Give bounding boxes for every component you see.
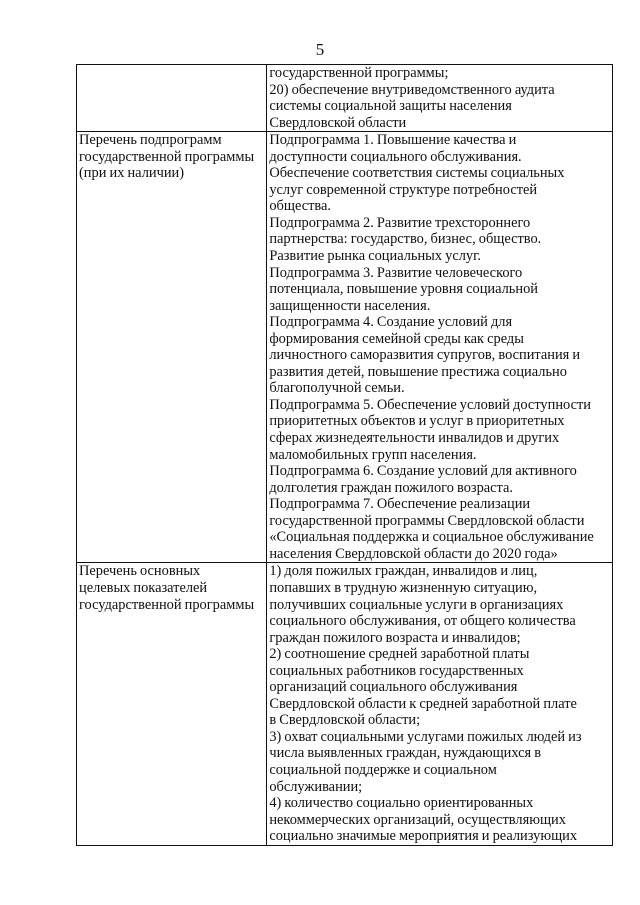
value-line: некоммерческих организаций, осуществляющих (269, 811, 566, 828)
value-line: социально значимые мероприятия и реализующих (269, 828, 578, 845)
label-line: целевых показателей (79, 579, 208, 596)
value-line: Подпрограмма 7. Обеспечение реализации (269, 496, 531, 513)
value-cell (267, 65, 613, 132)
value-line: развития детей, повышение престижа социально (269, 363, 567, 380)
label-line: Перечень подпрограмм (79, 132, 222, 149)
value-line: доступности социального обслуживания. (269, 148, 522, 165)
value-line: населения Свердловской области до 2020 года» (269, 545, 558, 562)
label-line: государственной программы (79, 148, 255, 165)
label-line: государственной программы (79, 596, 255, 613)
value-line: долголетия граждан пожилого возраста. (269, 479, 514, 496)
value-line: 4) количество социально ориентированных (269, 795, 534, 812)
label-cell (77, 65, 267, 132)
value-line: потенциала, повышение уровня социальной (269, 281, 538, 298)
value-line: сферах жизнедеятельности инвалидов и других (269, 430, 560, 447)
value-line: организаций социального обслуживания (269, 679, 518, 696)
value-line: личностного саморазвития супругов, воспитания и (269, 347, 581, 364)
value-line: социального обслуживания, от общего количества (269, 613, 576, 630)
value-line: маломобильных групп населения. (269, 446, 477, 463)
value-line: услуг современной структуре потребностей (269, 181, 538, 198)
table-row (77, 65, 613, 132)
value-line: 3) охват социальными услугами пожилых людей из (269, 728, 582, 745)
label-cell (77, 132, 267, 563)
value-line: Подпрограмма 1. Повышение качества и (269, 132, 517, 149)
value-line: Свердловской области (269, 114, 407, 131)
value-line: Обеспечение соответствия системы социальных (269, 165, 565, 182)
label-line: (при их наличии) (79, 165, 185, 182)
table-row (77, 563, 613, 845)
value-line: Подпрограмма 2. Развитие трехстороннего (269, 214, 531, 231)
value-cell (267, 132, 613, 563)
value-line: благополучной семьи. (269, 380, 405, 397)
value-cell (267, 563, 613, 845)
label-line: Перечень основных (79, 563, 201, 580)
value-line: Подпрограмма 4. Создание условий для (269, 314, 513, 331)
value-line: Подпрограмма 5. Обеспечение условий доступности (269, 396, 591, 413)
value-line: формирования семейной среды как среды (269, 330, 524, 347)
value-line: социальных работников государственных (269, 662, 524, 679)
value-line: попавших в трудную жизненную ситуацию, (269, 579, 538, 596)
value-line: приоритетных объектов и услуг в приоритетных (269, 413, 565, 430)
value-line: Подпрограмма 6. Создание условий для активного (269, 463, 577, 480)
label-cell (77, 563, 267, 845)
value-line: системы социальной защиты населения (269, 98, 512, 115)
value-line: социальной поддержке и социальном (269, 761, 497, 778)
table-body (77, 65, 613, 846)
value-line: числа выявленных граждан, нуждающихся в (269, 745, 542, 762)
value-line: 20) обеспечение внутриведомственного аудита (269, 81, 555, 98)
value-line: защищенности населения. (269, 297, 431, 314)
value-line: в Свердловской области; (269, 712, 421, 729)
value-line: 2) соотношение средней заработной платы (269, 646, 530, 663)
page-number: 5 (315, 40, 325, 59)
value-line: «Социальная поддержка и социальное обслуживание (269, 529, 594, 546)
passport-table (76, 64, 613, 846)
value-line: Подпрограмма 3. Развитие человеческого (269, 264, 523, 281)
value-line: общества. (269, 198, 331, 215)
value-line: партнерства: государство, бизнес, общество. (269, 231, 542, 248)
value-line: Развитие рынка социальных услуг. (269, 248, 481, 265)
value-line: граждан пожилого возраста и инвалидов; (269, 629, 521, 646)
value-line: обслуживании; (269, 778, 363, 795)
table-row (77, 132, 613, 563)
value-line: Свердловской области к средней заработной плате (269, 695, 577, 712)
value-line: получивших социальные услуги в организациях (269, 596, 564, 613)
value-line: государственной программы Свердловской области (269, 512, 585, 529)
value-line: государственной программы; (269, 65, 449, 81)
value-line: 1) доля пожилых граждан, инвалидов и лиц, (269, 563, 538, 580)
